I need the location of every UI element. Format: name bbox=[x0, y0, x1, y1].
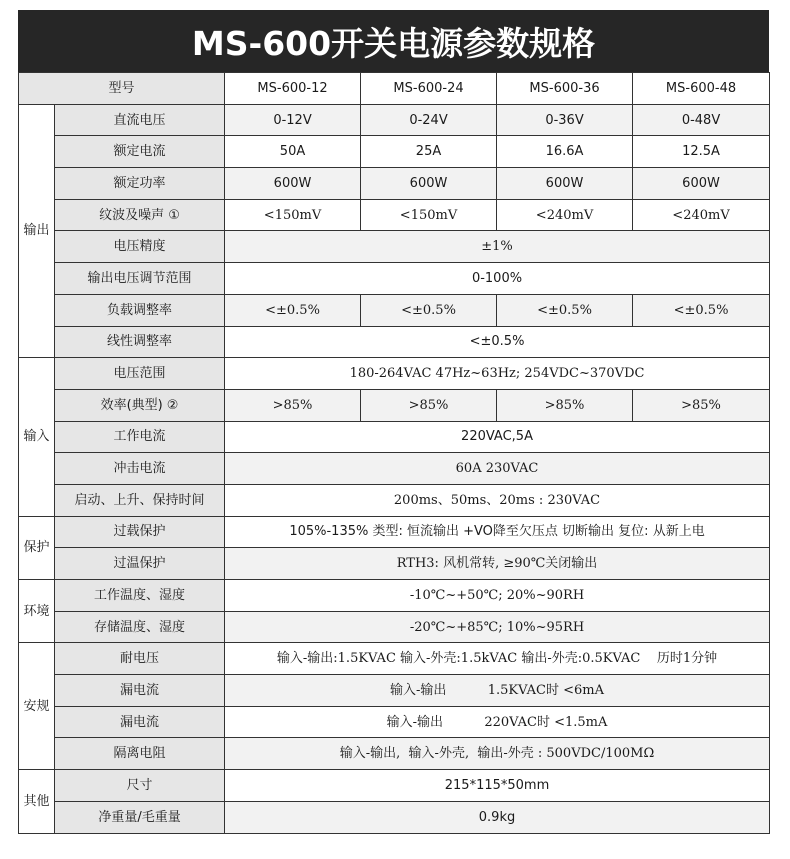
spec-row-voltage-accuracy bbox=[19, 231, 770, 263]
param-label: 效率(典型) bbox=[100, 397, 163, 413]
spec-value: >85% bbox=[633, 389, 770, 421]
spec-row-timing bbox=[19, 484, 770, 516]
param-label: 额定电流 bbox=[55, 136, 225, 168]
spec-row-over-temp bbox=[19, 548, 770, 580]
spec-row-load-regulation bbox=[19, 294, 770, 326]
param-label: 启动、上升、保持时间 bbox=[55, 484, 225, 516]
spec-value: <240mV bbox=[633, 199, 770, 231]
param-label: 线性调整率 bbox=[55, 326, 225, 358]
spec-value: 220VAC,5A bbox=[225, 421, 770, 453]
spec-value: >85% bbox=[497, 389, 633, 421]
param-label: 直流电压 bbox=[55, 104, 225, 136]
group-protection: 保护 bbox=[19, 516, 55, 579]
spec-value: <150mV bbox=[361, 199, 497, 231]
footnote-mark: ② bbox=[166, 397, 179, 413]
spec-value: 600W bbox=[361, 168, 497, 200]
spec-value: -10℃~+50℃; 20%~90RH bbox=[225, 580, 770, 612]
spec-value: <240mV bbox=[497, 199, 633, 231]
group-environment: 环境 bbox=[19, 580, 55, 643]
param-label: 耐电压 bbox=[55, 643, 225, 675]
spec-value: 0.9kg bbox=[225, 801, 770, 833]
spec-value: 60A 230VAC bbox=[225, 453, 770, 485]
spec-value: >85% bbox=[361, 389, 497, 421]
spec-value: 600W bbox=[497, 168, 633, 200]
spec-value: 16.6A bbox=[497, 136, 633, 168]
param-label: 工作电流 bbox=[55, 421, 225, 453]
spec-value: <150mV bbox=[225, 199, 361, 231]
spec-value: 180-264VAC 47Hz~63Hz; 254VDC~370VDC bbox=[225, 358, 770, 390]
spec-row-voltage-adjust-range bbox=[19, 263, 770, 295]
param-label: 隔离电阻 bbox=[55, 738, 225, 770]
param-label: 电压范围 bbox=[55, 358, 225, 390]
spec-value: <±0.5% bbox=[633, 294, 770, 326]
model-header-label: 型号 bbox=[19, 73, 225, 105]
model-name: MS-600-12 bbox=[225, 73, 361, 105]
spec-value: -20℃~+85℃; 10%~95RH bbox=[225, 611, 770, 643]
spec-value: 600W bbox=[633, 168, 770, 200]
param-label: 输出电压调节范围 bbox=[55, 263, 225, 295]
param-label: 工作温度、湿度 bbox=[55, 580, 225, 612]
param-label-cell bbox=[55, 389, 225, 421]
param-label: 过温保护 bbox=[55, 548, 225, 580]
header-row bbox=[19, 73, 770, 105]
spec-value: 输入-输出 1.5KVAC时 <6mA bbox=[225, 675, 770, 707]
page-title: MS-600开关电源参数规格 bbox=[18, 10, 769, 72]
param-label: 尺寸 bbox=[55, 770, 225, 802]
spec-value: 600W bbox=[225, 168, 361, 200]
spec-row-ripple-noise bbox=[19, 199, 770, 231]
param-label: 额定功率 bbox=[55, 168, 225, 200]
spec-row-leakage-current bbox=[19, 675, 770, 707]
spec-row-overload bbox=[19, 516, 770, 548]
spec-row-efficiency bbox=[19, 389, 770, 421]
param-label: 漏电流 bbox=[55, 675, 225, 707]
spec-value: 200ms、50ms、20ms : 230VAC bbox=[225, 484, 770, 516]
param-label: 漏电流 bbox=[55, 706, 225, 738]
param-label: 电压精度 bbox=[55, 231, 225, 263]
param-label: 过载保护 bbox=[55, 516, 225, 548]
spec-value: 50A bbox=[225, 136, 361, 168]
spec-value: <±0.5% bbox=[225, 326, 770, 358]
spec-row-voltage-range bbox=[19, 358, 770, 390]
spec-row-size bbox=[19, 770, 770, 802]
spec-value: ±1% bbox=[225, 231, 770, 263]
spec-value: >85% bbox=[225, 389, 361, 421]
group-other: 其他 bbox=[19, 770, 55, 833]
spec-value: 0-48V bbox=[633, 104, 770, 136]
spec-value: 0-36V bbox=[497, 104, 633, 136]
spec-value: <±0.5% bbox=[361, 294, 497, 326]
param-label: 负载调整率 bbox=[55, 294, 225, 326]
spec-value: 0-12V bbox=[225, 104, 361, 136]
spec-value: 输入-输出, 输入-外壳, 输出-外壳 : 500VDC/100MΩ bbox=[225, 738, 770, 770]
spec-row-weight bbox=[19, 801, 770, 833]
spec-row-isolation bbox=[19, 738, 770, 770]
spec-value: 12.5A bbox=[633, 136, 770, 168]
footnote-mark: ① bbox=[168, 207, 180, 223]
group-input: 输入 bbox=[19, 358, 55, 516]
spec-row-inrush-current bbox=[19, 453, 770, 485]
spec-value: 0-100% bbox=[225, 263, 770, 295]
spec-value: 215*115*50mm bbox=[225, 770, 770, 802]
spec-value: 输入-输出:1.5KVAC 输入-外壳:1.5kVAC 输出-外壳:0.5KVAC 历时1分钟 bbox=[225, 643, 770, 675]
group-output: 输出 bbox=[19, 104, 55, 358]
group-safety: 安规 bbox=[19, 643, 55, 770]
spec-row-storage-temp bbox=[19, 611, 770, 643]
param-label: 存储温度、湿度 bbox=[55, 611, 225, 643]
spec-value: RTH3: 风机常转, ≥90℃关闭输出 bbox=[225, 548, 770, 580]
param-label-cell bbox=[55, 199, 225, 231]
spec-row-rated-power bbox=[19, 168, 770, 200]
spec-value: <±0.5% bbox=[497, 294, 633, 326]
model-name: MS-600-48 bbox=[633, 73, 770, 105]
model-name: MS-600-36 bbox=[497, 73, 633, 105]
spec-row-rated-current bbox=[19, 136, 770, 168]
param-label: 净重量/毛重量 bbox=[55, 801, 225, 833]
spec-row-line-regulation bbox=[19, 326, 770, 358]
spec-value: 105%-135% 类型: 恒流输出 +VO降至欠压点 切断输出 复位: 从新上电 bbox=[225, 516, 770, 548]
spec-row-working-current bbox=[19, 421, 770, 453]
model-name: MS-600-24 bbox=[361, 73, 497, 105]
param-label: 冲击电流 bbox=[55, 453, 225, 485]
spec-value: <±0.5% bbox=[225, 294, 361, 326]
spec-row-withstand-voltage bbox=[19, 643, 770, 675]
spec-row-dc-voltage bbox=[19, 104, 770, 136]
spec-row-leakage-current bbox=[19, 706, 770, 738]
spec-value: 0-24V bbox=[361, 104, 497, 136]
spec-table bbox=[18, 72, 770, 834]
spec-row-working-temp bbox=[19, 580, 770, 612]
spec-value: 输入-输出 220VAC时 <1.5mA bbox=[225, 706, 770, 738]
param-label: 纹波及噪声 bbox=[99, 207, 165, 223]
spec-value: 25A bbox=[361, 136, 497, 168]
